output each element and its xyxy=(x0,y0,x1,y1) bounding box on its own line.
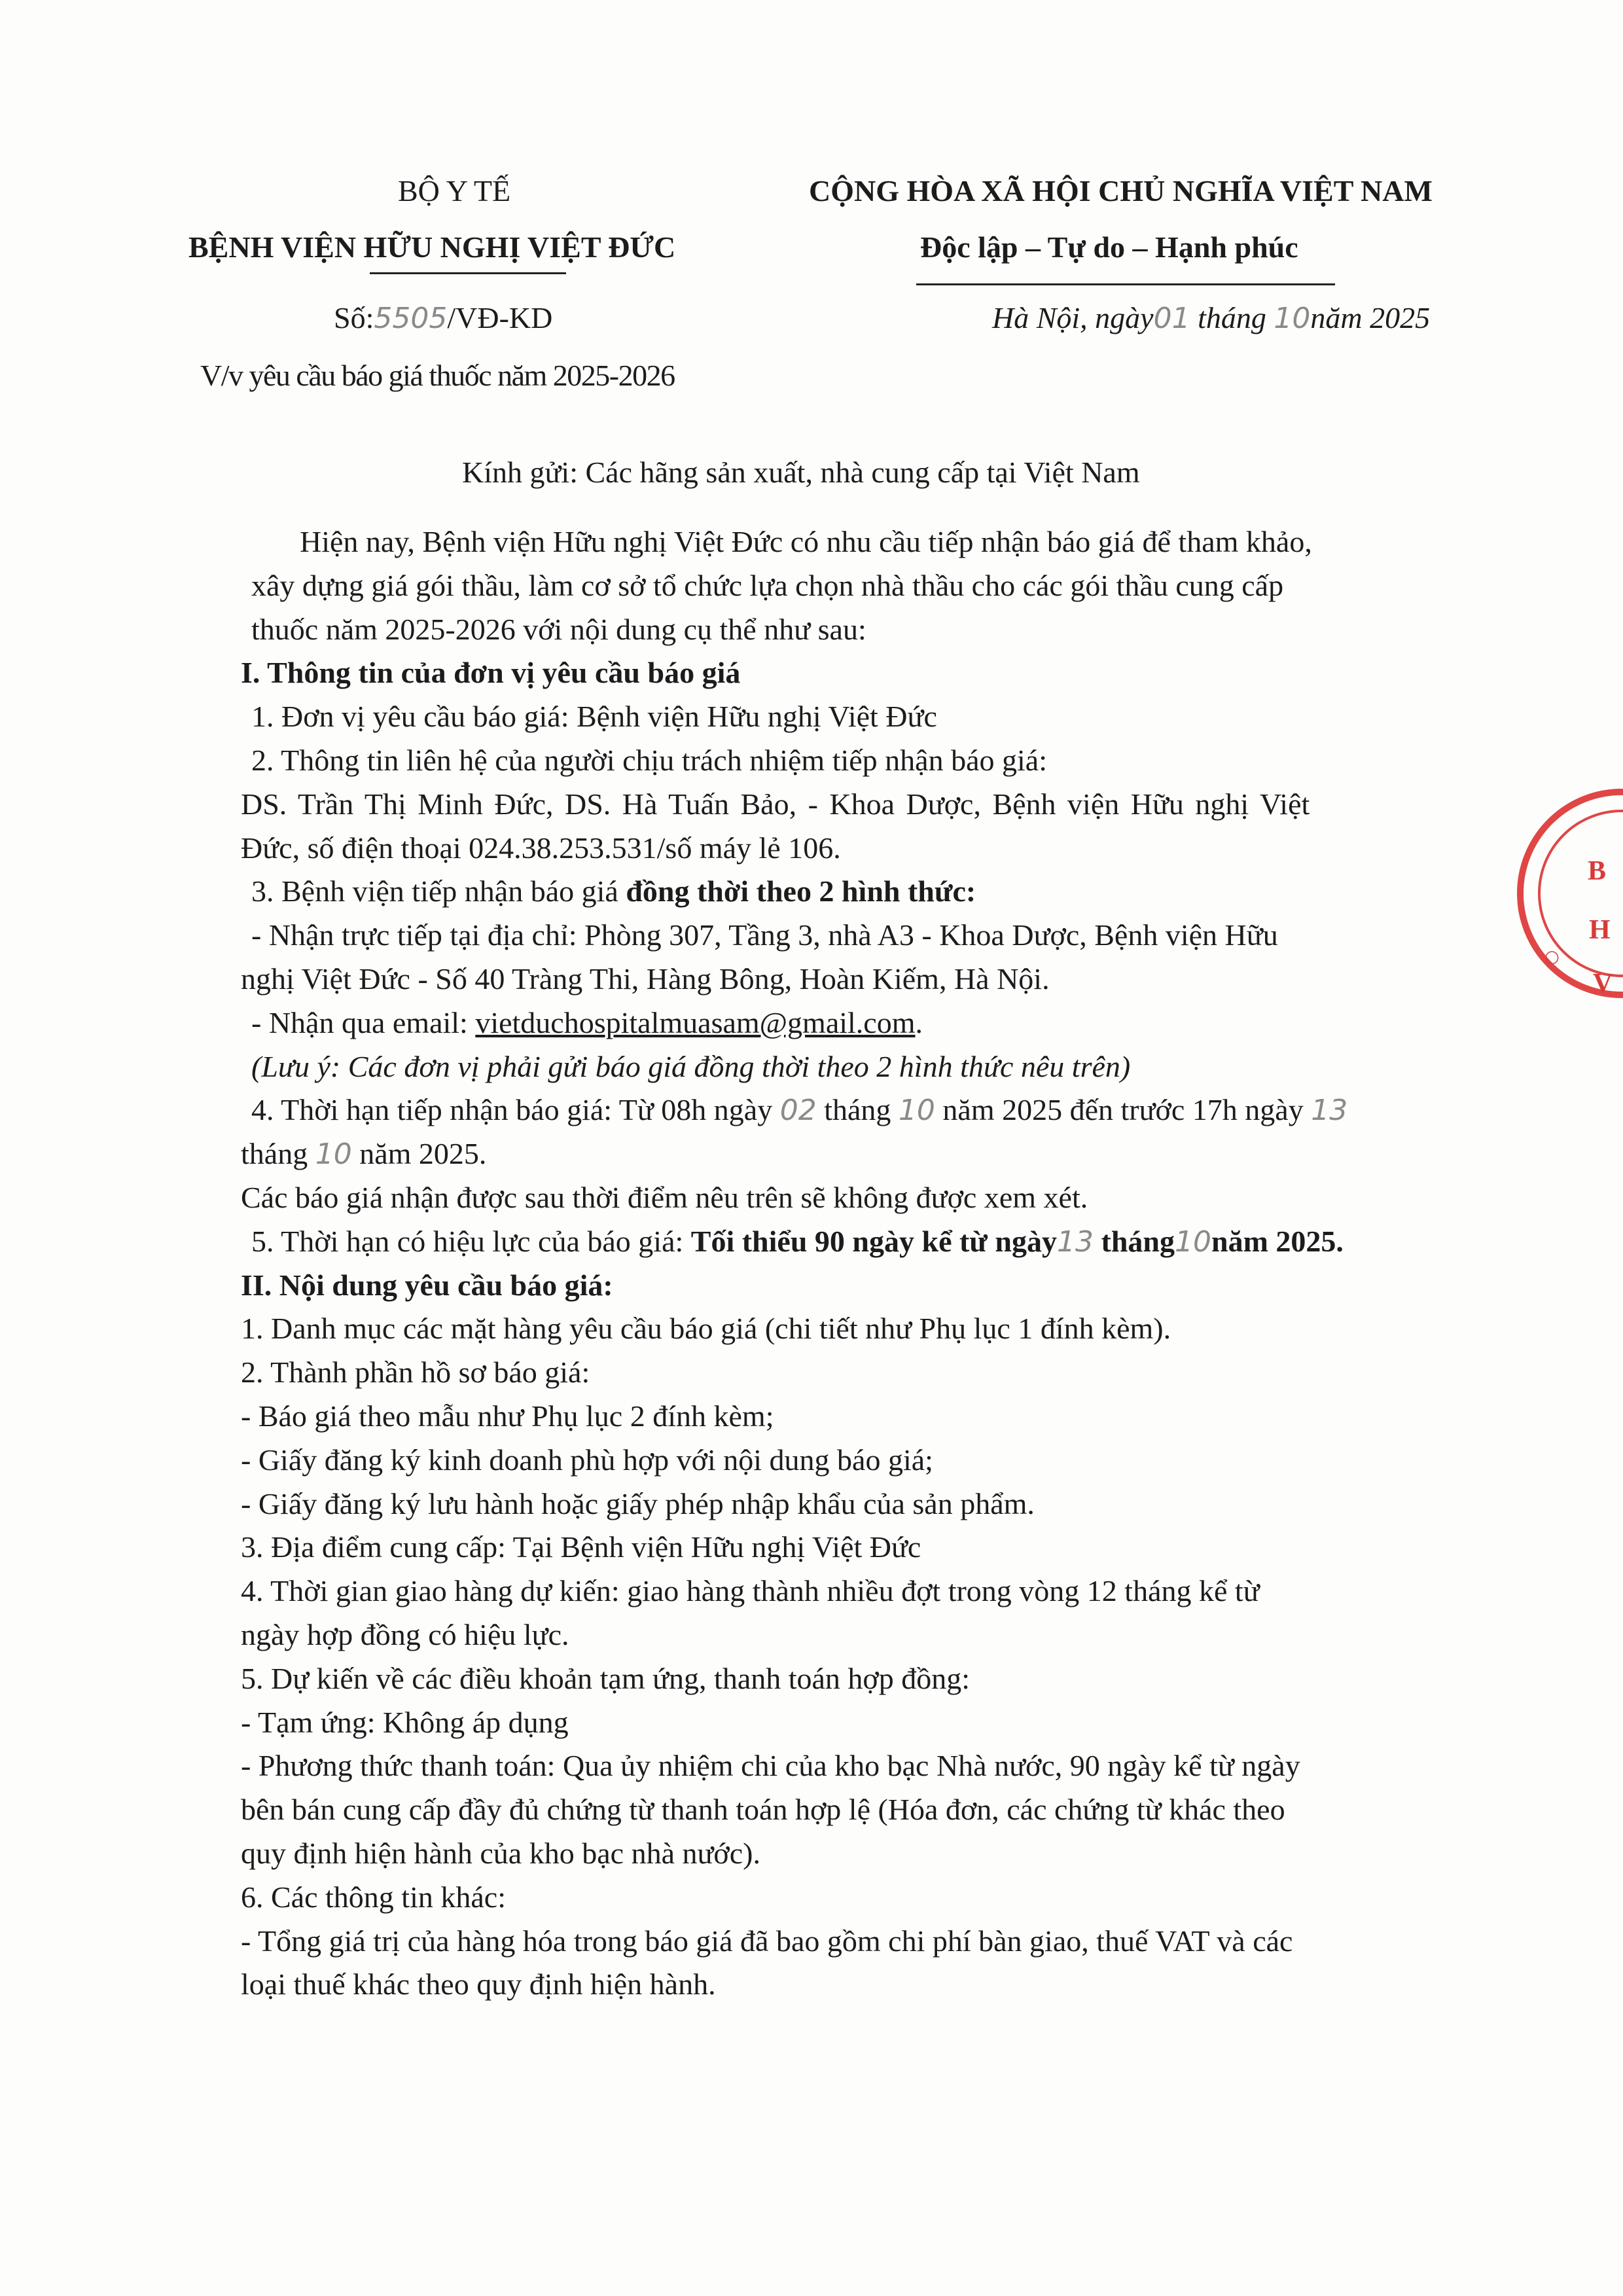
s1-item-3-email-pre: - Nhận qua email: xyxy=(251,1005,476,1039)
s1-item-2-phone: Đức, số điện thoại 024.38.253.531/số máy lẻ 106. xyxy=(241,831,841,865)
s1-item-3-email xyxy=(241,1001,1425,1045)
section-2-title: II. Nội dung yêu cầu báo giá: xyxy=(241,1268,613,1302)
s2-item-6a2: loại thuế khác theo quy định hiện hành. xyxy=(241,1967,716,2001)
s1-item-4-day2-handwritten: 13 xyxy=(1311,1094,1348,1128)
s1-item-5-month-handwritten: 10 xyxy=(1174,1225,1211,1259)
s1-item-4-cont xyxy=(241,1132,1425,1176)
s2-item-1: 1. Danh mục các mặt hàng yêu cầu báo giá (chi tiết như Phụ lục 1 đính kèm). xyxy=(241,1312,1171,1346)
s1-item-5-pre: 5. Thời hạn có hiệu lực của báo giá: xyxy=(251,1224,691,1258)
s1-item-4 xyxy=(241,1088,1425,1132)
seal-letter-3: V xyxy=(1593,969,1613,999)
s1-item-1: 1. Đơn vị yêu cầu báo giá: Bệnh viện Hữu nghị Việt Đức xyxy=(251,700,937,734)
s1-item-2: 2. Thông tin liên hệ của người chịu trách nhiệm tiếp nhận báo giá: xyxy=(251,743,1047,777)
letter-body xyxy=(241,520,1425,2007)
s1-item-4-e: tháng xyxy=(241,1137,315,1171)
motto-underline xyxy=(916,283,1335,285)
document-number xyxy=(334,300,552,336)
country-name: CỘNG HÒA XÃ HỘI CHỦ NGHĨA VIỆT NAM xyxy=(809,174,1433,207)
intro-line-3: thuốc năm 2025-2026 với nội dung cụ thể như sau: xyxy=(251,612,866,646)
s1-item-3-address-1: - Nhận trực tiếp tại địa chỉ: Phòng 307, Tầng 3, nhà A3 - Khoa Dược, Bệnh viện Hữu xyxy=(251,918,1278,952)
s1-item-3 xyxy=(241,870,1425,914)
s1-item-4-a: 4. Thời hạn tiếp nhận báo giá: Từ 08h ngày xyxy=(251,1093,780,1127)
date-part3: năm 2025 xyxy=(1310,301,1431,334)
s2-item-5b3: quy định hiện hành của kho bạc nhà nước). xyxy=(241,1836,760,1870)
document-number-handwritten: 5505 xyxy=(374,302,448,335)
s1-item-4-b: tháng xyxy=(816,1093,899,1127)
intro-line-1: Hiện nay, Bệnh viện Hữu nghị Việt Đức có nhu cầu tiếp nhận báo giá để tham khảo, xyxy=(300,525,1312,558)
national-motto: Độc lập – Tự do – Hạnh phúc xyxy=(920,230,1298,264)
issue-date xyxy=(992,300,1430,336)
s1-item-2-contacts: DS. Trần Thị Minh Đức, DS. Hà Tuấn Bảo, - Khoa Dược, Bệnh viện Hữu nghị Việt xyxy=(241,787,1310,821)
s1-item-5-b3: năm 2025. xyxy=(1211,1224,1344,1258)
ministry-name: BỘ Y TẾ xyxy=(398,174,511,207)
s1-item-4-note: Các báo giá nhận được sau thời điểm nêu trên sẽ không được xem xét. xyxy=(241,1180,1088,1214)
seal-letter-2: H xyxy=(1589,915,1611,945)
s2-item-5a: - Tạm ứng: Không áp dụng xyxy=(241,1705,569,1739)
section-1-title: I. Thông tin của đơn vị yêu cầu báo giá xyxy=(241,656,741,690)
s1-item-3-pre: 3. Bệnh viện tiếp nhận báo giá xyxy=(251,874,626,908)
s1-item-5-b1: Tối thiểu 90 ngày kể từ ngày xyxy=(690,1224,1057,1258)
date-part2: tháng xyxy=(1190,301,1274,334)
s1-item-5-b2: tháng xyxy=(1094,1224,1175,1258)
s2-item-5: 5. Dự kiến về các điều khoản tạm ứng, thanh toán hợp đồng: xyxy=(241,1661,971,1695)
s1-item-4-month1-handwritten: 10 xyxy=(898,1094,935,1128)
s1-item-3-bold: đồng thời theo 2 hình thức xyxy=(626,874,966,908)
s2-item-4b: ngày hợp đồng có hiệu lực. xyxy=(241,1617,569,1651)
s1-item-3-email-post: . xyxy=(915,1005,923,1039)
s1-note: (Lưu ý: Các đơn vị phải gửi báo giá đồng thời theo 2 hình thức nêu trên) xyxy=(251,1049,1131,1083)
hospital-name: BỆNH VIỆN HỮU NGHỊ VIỆT ĐỨC xyxy=(188,230,676,264)
intro-line-2: xây dựng giá gói thầu, làm cơ sở tổ chức lựa chọn nhà thầu cho các gói thầu cung cấp xyxy=(251,568,1284,602)
s2-item-3: 3. Địa điểm cung cấp: Tại Bệnh viện Hữu nghị Việt Đức xyxy=(241,1530,921,1564)
seal-ornament-icon: ○ xyxy=(1544,947,1560,967)
document-number-prefix: Số: xyxy=(334,301,374,334)
date-day-handwritten: 01 xyxy=(1153,302,1190,335)
s1-item-3-post: : xyxy=(965,874,976,908)
s2-item-4a: 4. Thời gian giao hàng dự kiến: giao hàng thành nhiều đợt trong vòng 12 tháng kể từ xyxy=(241,1574,1260,1608)
s2-item-2c: - Giấy đăng ký lưu hành hoặc giấy phép nhập khẩu của sản phẩm. xyxy=(241,1486,1035,1520)
document-number-suffix: /VĐ-KD xyxy=(447,301,553,334)
seal-letter-1: B xyxy=(1588,856,1607,886)
s2-item-6: 6. Các thông tin khác: xyxy=(241,1880,506,1914)
s1-item-4-c: năm 2025 đến trước 17h ngày xyxy=(935,1093,1311,1127)
s1-item-5 xyxy=(241,1220,1425,1264)
s2-item-5b1: - Phương thức thanh toán: Qua ủy nhiệm chi của kho bạc Nhà nước, 90 ngày kể từ ngày xyxy=(241,1749,1300,1783)
s2-item-2b: - Giấy đăng ký kinh doanh phù hợp với nội dung báo giá; xyxy=(241,1443,933,1477)
s2-item-2a: - Báo giá theo mẫu như Phụ lục 2 đính kèm; xyxy=(241,1399,774,1433)
hospital-underline xyxy=(370,272,566,274)
s1-item-3-address-2: nghị Việt Đức - Số 40 Tràng Thi, Hàng Bông, Hoàn Kiếm, Hà Nội. xyxy=(241,961,1050,996)
s2-item-6a1: - Tổng giá trị của hàng hóa trong báo giá đã bao gồm chi phí bàn giao, thuế VAT và các xyxy=(241,1924,1293,1958)
s2-item-5b2: bên bán cung cấp đầy đủ chứng từ thanh toán hợp lệ (Hóa đơn, các chứng từ khác theo xyxy=(241,1793,1285,1827)
s1-item-4-f: năm 2025. xyxy=(351,1137,487,1171)
hospital-seal xyxy=(1517,789,1623,998)
date-part1: Hà Nội, ngày xyxy=(992,301,1154,334)
document-subject: V/v yêu cầu báo giá thuốc năm 2025-2026 xyxy=(200,359,675,392)
s1-item-4-month2-handwritten: 10 xyxy=(315,1138,352,1172)
email-link[interactable]: vietduchospitalmuasam@gmail.com xyxy=(475,1005,916,1039)
date-month-handwritten: 10 xyxy=(1274,302,1311,335)
s2-item-2: 2. Thành phần hồ sơ báo giá: xyxy=(241,1355,590,1390)
s1-item-4-day1-handwritten: 02 xyxy=(779,1094,817,1128)
recipient-line: Kính gửi: Các hãng sản xuất, nhà cung cấp tại Việt Nam xyxy=(462,456,1140,489)
s1-item-5-day-handwritten: 13 xyxy=(1057,1225,1094,1259)
